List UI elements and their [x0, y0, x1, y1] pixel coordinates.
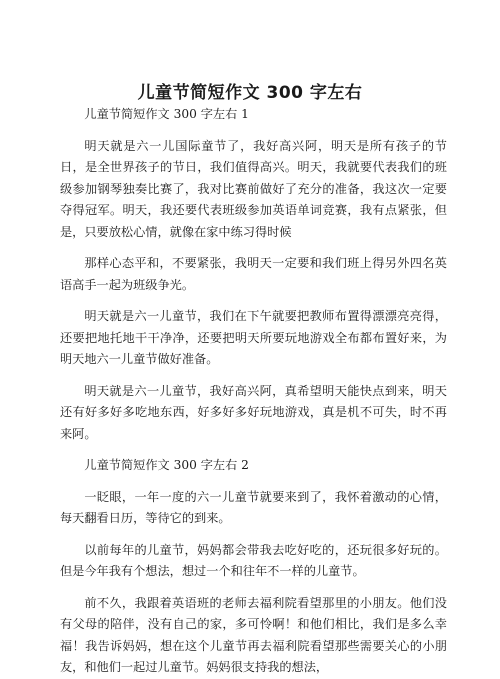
paragraph: 一眨眼，一年一度的六一儿童节就要来到了，我怀着激动的心情，每天翻看日历，等待它的到来。 — [60, 489, 447, 525]
paragraph: 以前每年的儿童节，妈妈都会带我去吃好吃的，还玩很多好玩的。但是今年我有个想法，想过一个和往年不一样的儿童节。 — [60, 542, 447, 578]
section-heading-2: 儿童节简短作文 300 字左右 2 — [84, 458, 249, 472]
paragraph: 明天就是六一儿童节，我们在下午就要把教师布置得漂漂亮亮得，还要把地托地干干净净，还要把明天所要玩地游戏全布都布置好来，为明天地六一儿童节做好准备。 — [60, 309, 447, 366]
document-title: 儿童节简短作文 300 字左右 — [137, 83, 363, 103]
paragraph: 明天就是六一儿童节，我好高兴阿，真希望明天能快点到来，明天还有好多好多吃地东西，好多好多好玩地游戏，真是机不可失，时不再来阿。 — [60, 383, 447, 441]
paragraph: 明天就是六一儿国际童节了，我好高兴阿，明天是所有孩子的节日，是全世界孩子的节日，我们值得高兴。明天，我就要代表我们的班级参加钢琴独奏比赛了，我对比赛前做好了充分的准备，我这次一定要夺得冠军。明天，我还要代表班级参加英语单词竞赛，我有点紧张，但是，只要放松心情，就像在家中练习得时候 — [60, 138, 447, 239]
paragraph: 那样心态平和，不要紧张，我明天一定要和我们班上得另外四名英语高手一起为班级争光。 — [60, 256, 447, 292]
section-heading-1: 儿童节简短作文 300 字左右 1 — [84, 107, 249, 121]
paragraph: 前不久，我跟着英语班的老师去福利院看望那里的小朋友。他们没有父母的陪伴，没有自己的家，多可怜啊！和他们相比，我们是多么幸福！我告诉妈妈，想在这个儿童节再去福利院看望那些需要关心的小朋友，和他们一起过儿童节。妈妈很支持我的想法， — [60, 595, 447, 674]
document-body — [0, 104, 500, 679]
